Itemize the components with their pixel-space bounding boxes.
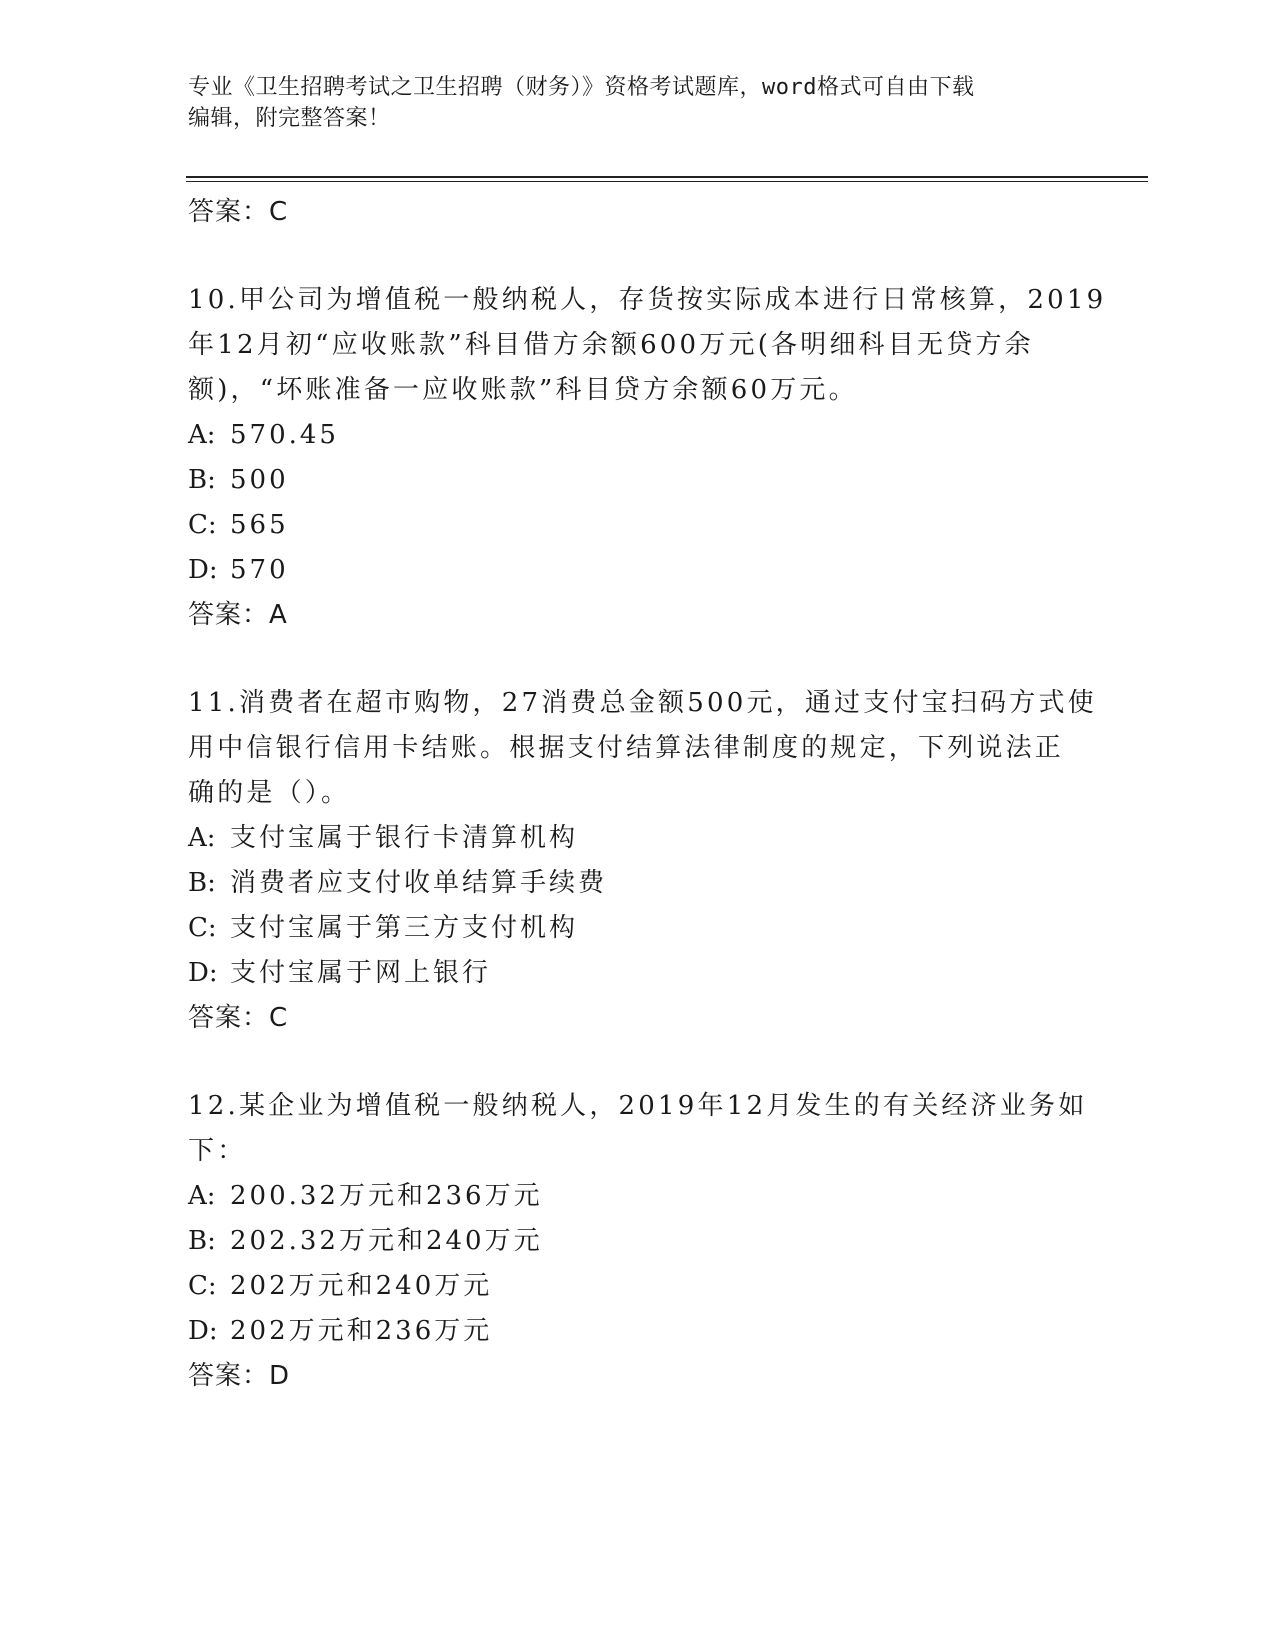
option-text: 支付宝属于网上银行: [230, 958, 492, 988]
option-text: 202.32万元和240万元: [230, 1226, 543, 1256]
question-text-line: 额)，“坏账准备一应收账款”科目贷方余额60万元。: [188, 375, 858, 405]
question-text-line: 用中信银行信用卡结账。根据支付结算法律制度的规定，下列说法正: [188, 733, 1065, 763]
option-text: 支付宝属于银行卡清算机构: [230, 823, 579, 853]
option-d: [188, 1309, 1088, 1354]
option-b: [188, 458, 1088, 503]
option-text: 500: [230, 465, 289, 495]
question-block: [188, 1084, 1088, 1398]
option-key: D:: [188, 958, 218, 988]
header-line-1: 专业《卫生招聘考试之卫生招聘（财务）》资格考试题库，word格式可自由下载: [188, 75, 975, 100]
option-key: A:: [188, 823, 216, 853]
option-key: D:: [188, 555, 218, 585]
option-a: [188, 816, 1088, 861]
option-d: [188, 951, 1088, 996]
option-key: B:: [188, 868, 216, 898]
header-line-2: 编辑，附完整答案！: [188, 106, 391, 131]
option-text: 202万元和240万元: [230, 1271, 493, 1301]
option-a: [188, 1174, 1088, 1219]
question-block: [188, 278, 1107, 637]
option-key: D:: [188, 1316, 218, 1346]
question-text-line: 10.甲公司为增值税一般纳税人，存货按实际成本进行日常核算，2019: [188, 285, 1107, 315]
option-b: [188, 1219, 1088, 1264]
option-a: [188, 413, 1088, 458]
question-text-line: 下：: [188, 1136, 247, 1166]
option-text: 支付宝属于第三方支付机构: [230, 913, 579, 943]
option-text: 202万元和236万元: [230, 1316, 493, 1346]
option-key: C:: [188, 913, 217, 943]
option-key: C:: [188, 510, 217, 540]
answer-line: 答案：C: [188, 1003, 289, 1033]
answer-line: 答案：C: [188, 197, 289, 227]
option-b: [188, 861, 1088, 906]
question-text-line: 确的是（）。: [188, 778, 351, 808]
option-text: 消费者应支付收单结算手续费: [230, 868, 608, 898]
option-key: B:: [188, 465, 216, 495]
answer-line: 答案：D: [188, 1361, 291, 1391]
option-key: B:: [188, 1226, 216, 1256]
option-c: [188, 906, 1088, 951]
question-text-line: 11.消费者在超市购物，27消费总金额500元，通过支付宝扫码方式使: [188, 688, 1097, 718]
option-c: [188, 1264, 1088, 1309]
option-text: 570.45: [230, 420, 339, 450]
header-divider-thick: [186, 176, 1148, 178]
option-key: C:: [188, 1271, 217, 1301]
question-block: [188, 681, 1097, 1040]
question-text-line: 12.某企业为增值税一般纳税人，2019年12月发生的有关经济业务如: [188, 1091, 1088, 1121]
option-text: 200.32万元和236万元: [230, 1181, 543, 1211]
option-key: A:: [188, 420, 216, 450]
document-header: [188, 72, 1088, 134]
question-text-line: 年12月初“应收账款”科目借方余额600万元(各明细科目无贷方余: [188, 330, 1034, 360]
header-divider-thin: [186, 181, 1148, 182]
option-text: 570: [230, 555, 289, 585]
option-key: A:: [188, 1181, 216, 1211]
answer-line: 答案：A: [188, 600, 288, 630]
question-list: [188, 190, 1107, 1398]
option-d: [188, 548, 1088, 593]
option-c: [188, 503, 1088, 548]
option-text: 565: [230, 510, 289, 540]
